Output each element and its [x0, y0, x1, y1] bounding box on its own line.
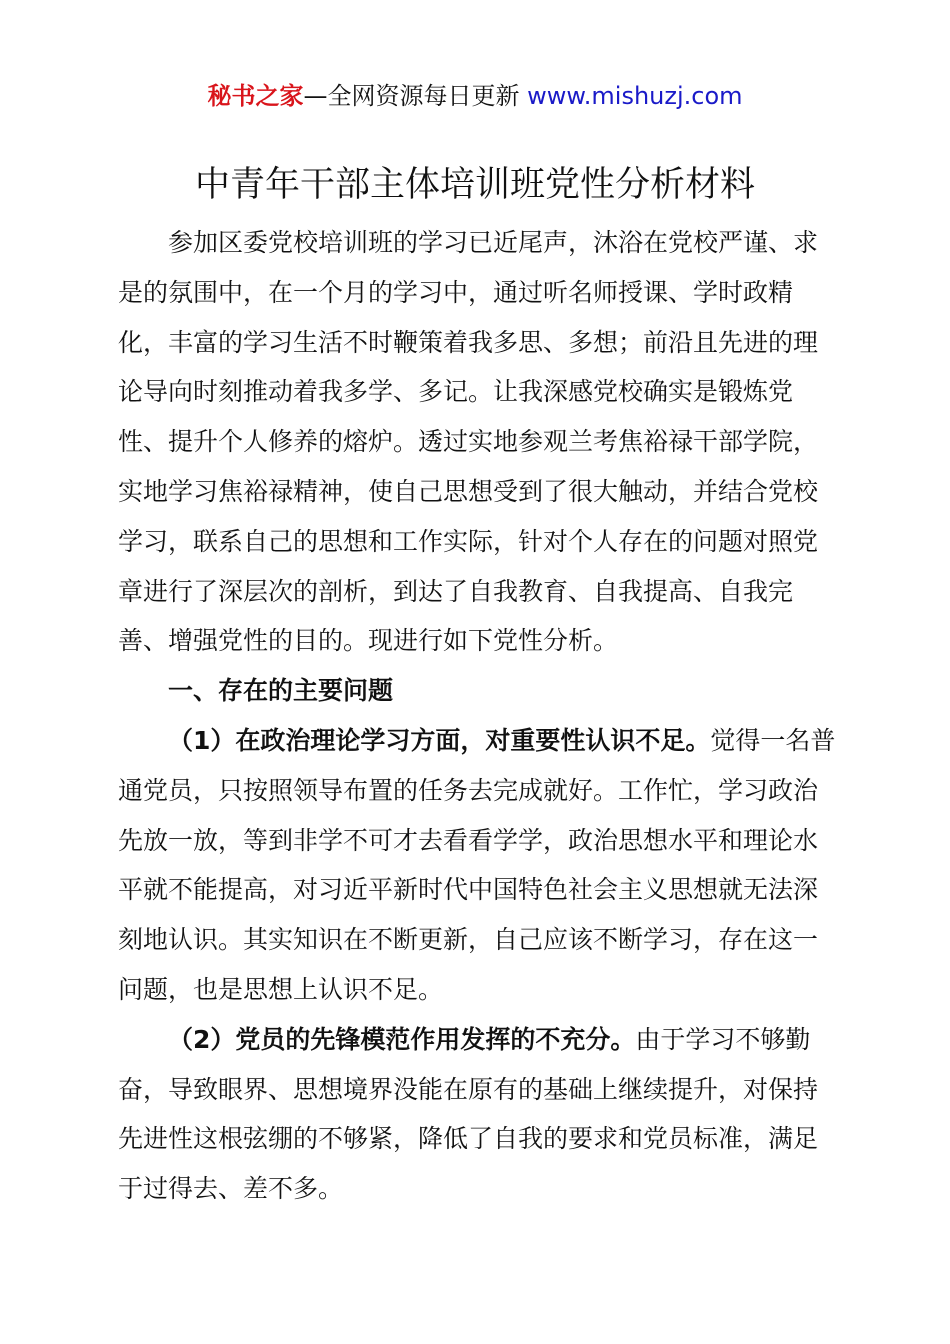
issue-1-text: 觉得一名普通党员，只按照领导布置的任务去完成就好。工作忙，学习政治先放一放，等到非学不可才去看看学学，政治思想水平和理论水平就不能提高，对习近平新时代中国特色社会主义思想就无法深刻地认识。其实知识在不断更新，自己应该不断学习，存在这一问题，也是思想上认识不足。	[118, 725, 836, 1004]
issue-2-lead: （2）党员的先锋模范作用发挥的不充分。	[168, 1024, 636, 1054]
issue-2-text: 由于学习不够勤奋，导致眼界、思想境界没能在原有的基础上继续提升，对保持先进性这根弦绷的不够紧，降低了自我的要求和党员标准，满足于过得去、差不多。	[118, 1024, 819, 1204]
site-brand: 秘书之家	[207, 82, 304, 110]
site-tagline: —全网资源每日更新	[303, 82, 520, 110]
issue-1-lead: （1）在政治理论学习方面，对重要性认识不足。	[168, 725, 711, 755]
document-title: 中青年干部主体培训班党性分析材料	[194, 165, 755, 205]
site-url-link[interactable]: www.mishuzj.com	[527, 82, 743, 110]
intro-paragraph: 参加区委党校培训班的学习已近尾声，沐浴在党校严谨、求是的氛围中，在一个月的学习中，通过听名师授课、学时政精化，丰富的学习生活不时鞭策着我多思、多想；前沿且先进的理论导向时刻推动着我多学、多记。让我深感党校确实是锻炼党性、提升个人修养的熔炉。透过实地参观兰考焦裕禄干部学院，实地学习焦裕禄精神，使自己思想受到了很大触动，并结合党校学习，联系自己的思想和工作实际，针对个人存在的问题对照党章进行了深层次的剖析，到达了自我教育、自我提高、自我完善、增强党性的目的。现进行如下党性分析。	[118, 228, 819, 656]
document-body	[118, 218, 838, 1214]
section-heading: 一、存在的主要问题	[168, 676, 394, 706]
site-header	[0, 80, 950, 112]
issue-paragraph-1	[118, 716, 838, 1015]
issue-paragraph-2	[118, 1015, 838, 1214]
